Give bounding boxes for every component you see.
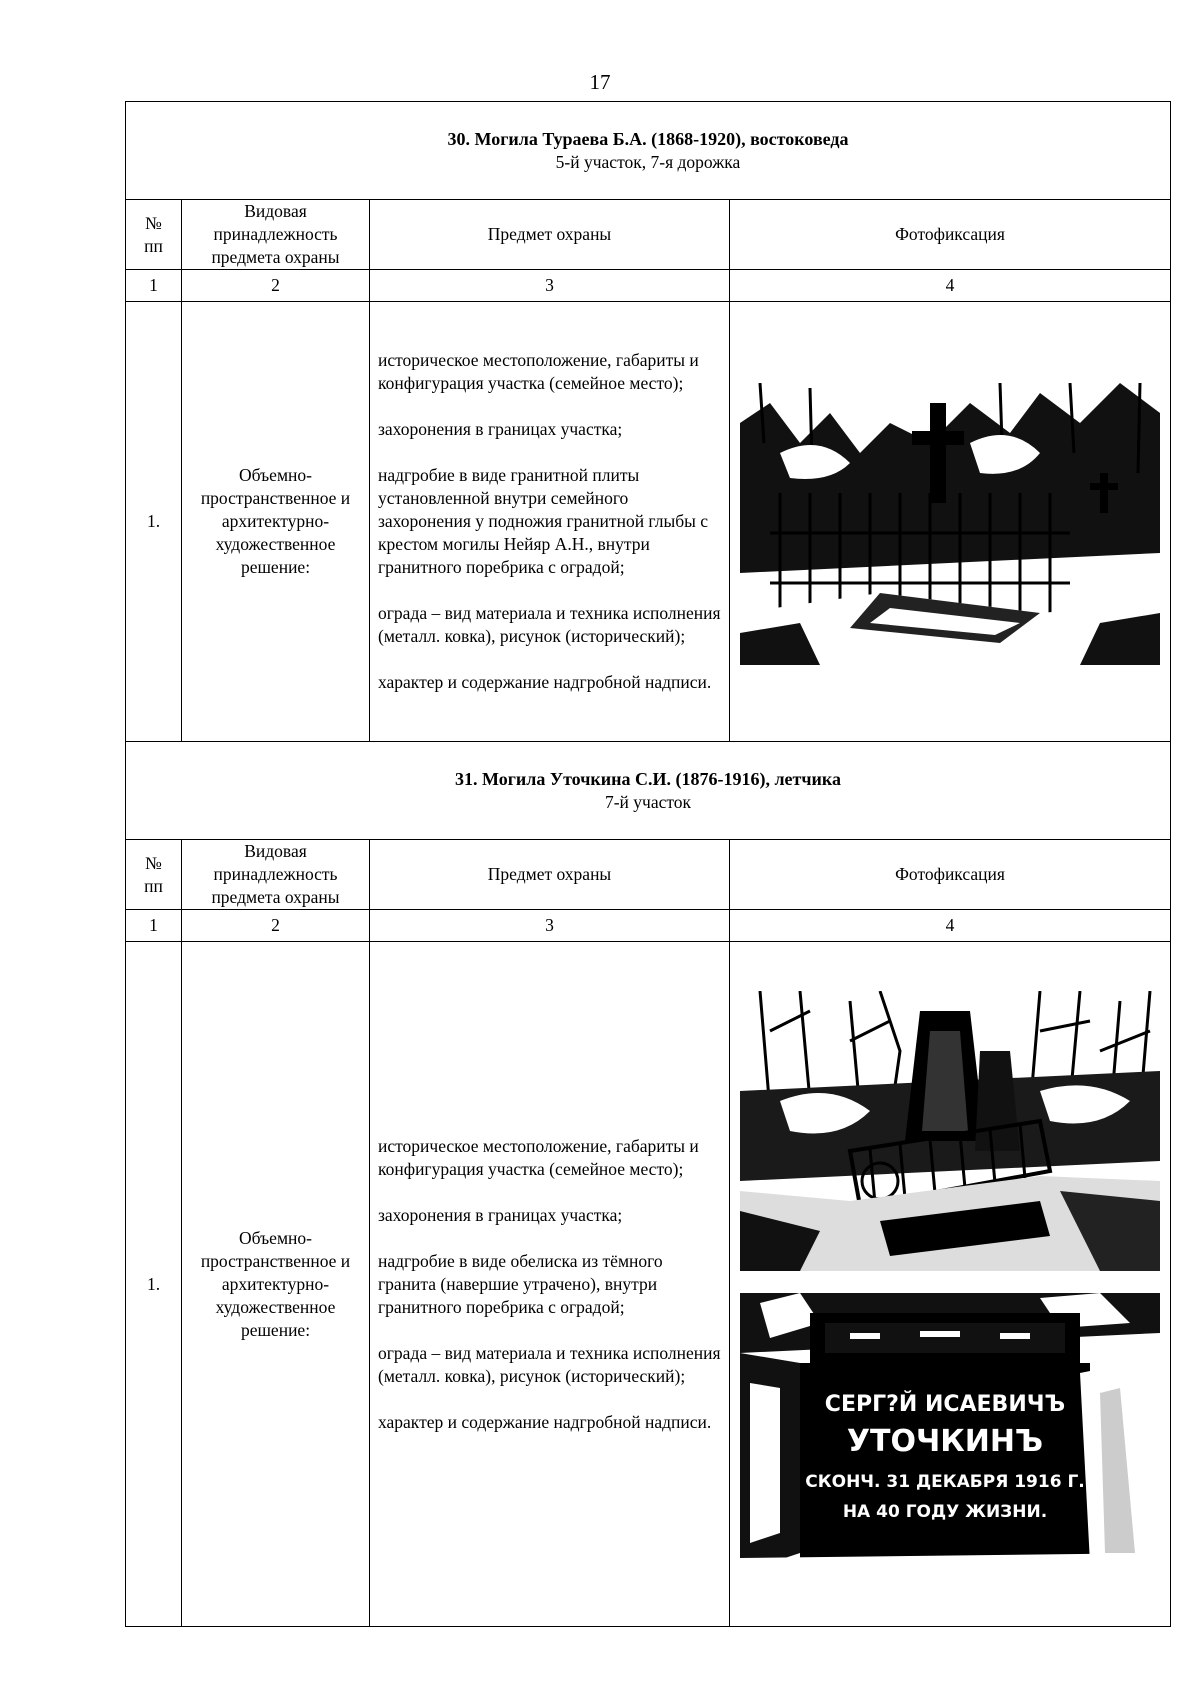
header-subject: Предмет охраны [370,840,730,910]
section-title-cell [126,102,1171,200]
subject-item: ограда – вид материала и техника исполнения (металл. ковка), рисунок (исторический); [378,1342,721,1386]
col-number: 2 [182,910,370,942]
subject-item: ограда – вид материала и техника исполнения (металл. ковка), рисунок (исторический); [378,603,721,646]
subject-item: характер и содержание надгробной надписи. [378,1411,712,1432]
plaque-line: УТОЧКИНЪ [846,1423,1044,1459]
section-title-row [126,102,1171,200]
row-type: Объемно-пространственное и архитектурно-художественное решение: [182,942,370,1627]
data-row [126,942,1171,1627]
header-num: № пп [126,200,182,270]
col-number: 1 [126,270,182,302]
header-num: № пп [126,840,182,910]
row-number: 1. [126,942,182,1627]
grave-photo-turaev [740,383,1160,665]
row-subject [370,302,730,742]
header-row [126,200,1171,270]
subject-item: характер и содержание надгробной надписи. [378,672,712,692]
header-row [126,840,1171,910]
photo-cell [730,942,1171,1627]
subject-item: надгробие в виде гранитной плиты установленной внутри семейного захоронения у подножия гранитной глыбы с крестом могилы Нейяр А.Н., внутри гранитного поребрика с оградой; [378,465,709,577]
section-title-cell [126,742,1171,840]
grave-photo-utochkin [740,991,1160,1271]
tombstone-inscription-photo [740,1293,1160,1578]
col-number: 1 [126,910,182,942]
col-number: 3 [370,910,730,942]
section-title-row [126,742,1171,840]
plaque-line: НА 40 ГОДУ ЖИЗНИ. [842,1501,1048,1522]
row-number: 1. [126,302,182,742]
header-photo: Фотофиксация [730,840,1171,910]
col-number: 4 [730,270,1171,302]
column-number-row [126,270,1171,302]
subject-item: историческое местоположение, габариты и конфигурация участка (семейное место); [378,1135,699,1179]
header-subject: Предмет охраны [370,200,730,270]
subject-item: историческое местоположение, габариты и конфигурация участка (семейное место); [378,350,699,393]
col-number: 3 [370,270,730,302]
row-type: Объемно-пространственное и архитектурно-художественное решение: [182,302,370,742]
data-row [126,302,1171,742]
subject-item: захоронения в границах участка; [378,1204,623,1225]
subject-item: надгробие в виде обелиска из тёмного гранита (навершие утрачено), внутри гранитного поребрика с оградой; [378,1250,663,1317]
col-number: 4 [730,910,1171,942]
section-title: 30. Могила Тураева Б.А. (1868-1920), востоковеда [447,128,849,149]
plaque-line: СКОНЧ. 31 ДЕКАБРЯ 1916 Г. [805,1471,1085,1492]
section-location: 7-й участок [604,791,692,812]
row-subject [370,942,730,1627]
header-type: Видовая принадлежность предмета охраны [182,840,370,910]
heritage-table [125,101,1171,1627]
column-number-row [126,910,1171,942]
page-number: 17 [589,70,611,94]
photo-cell [730,302,1171,742]
col-number: 2 [182,270,370,302]
subject-item: захоронения в границах участка; [378,419,623,439]
header-photo: Фотофиксация [730,200,1171,270]
section-title: 31. Могила Уточкина С.И. (1876-1916), летчика [454,768,842,789]
plaque-line: СЕРГ?Й ИСАЕВИЧЪ [824,1391,1066,1417]
header-type: Видовая принадлежность предмета охраны [182,200,370,270]
section-location: 5-й участок, 7-я дорожка [555,151,741,172]
